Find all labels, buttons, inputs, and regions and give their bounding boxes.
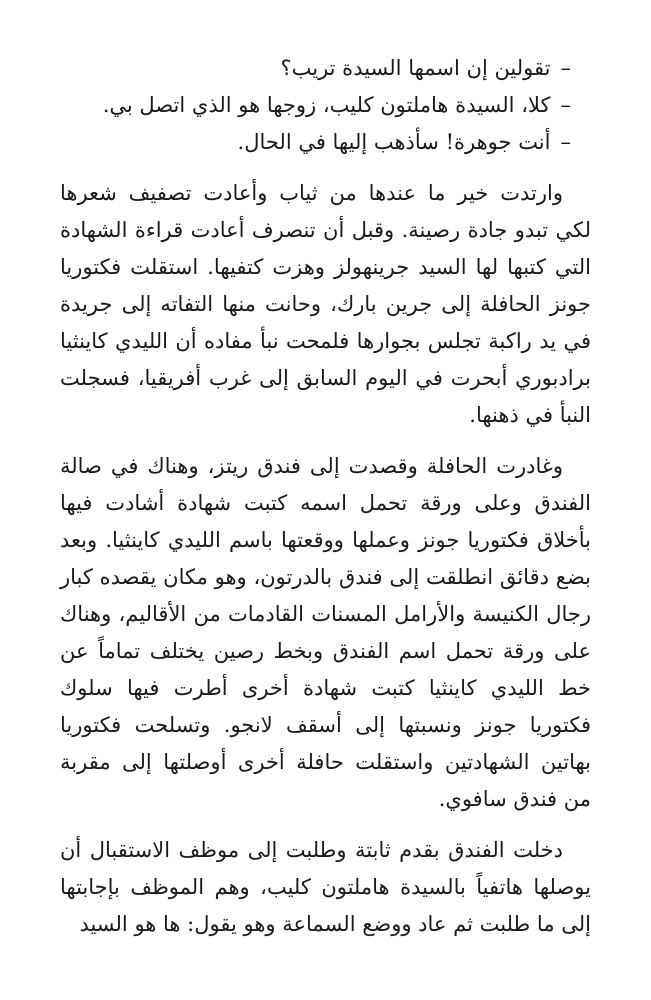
- dialogue-text: كلا، السيدة هاملتون كليب، زوجها هو الذي اتصل بي.: [102, 93, 551, 117]
- dialogue-dash: –: [560, 130, 571, 154]
- paragraph: وارتدت خير ما عندها من ثياب وأعادت تصفيف شعرها لكي تبدو جادة رصينة. وقبل أن تنصرف أعادت قراءة الشهادة التي كتبها لها السيد جرينهولز وهزت كتفيها. استقلت فكتوريا جونز الحافلة إلى جرين بارك، وحانت منها التفاته إلى جريدة في يد راكبة تجلس بجوارها فلمحت نبأ مفاده أن الليدي كاينثيا برادبوري أبحرت في اليوم السابق إلى غرب أفريقيا، فسجلت النبأ في ذهنها.: [60, 181, 591, 427]
- dialogue-line: [60, 87, 591, 124]
- dialogue-block: [60, 50, 591, 161]
- dialogue-dash: –: [560, 93, 571, 117]
- dialogue-text: تقولين إن اسمها السيدة تريب؟: [280, 56, 551, 80]
- paragraph: وغادرت الحافلة وقصدت إلى فندق ريتز، وهناك في صالة الفندق وعلى ورقة تحمل اسمه كتبت شهادة أشادت فيها بأخلاق فكتوريا جونز وعملها ووقعتها باسم الليدي كاينثيا. وبعد بضع دقائق انطلقت إلى فندق بالدرتون، وهو مكان يقصده كبار رجال الكنيسة والأرامل المسنات القادمات من الأقاليم، وهناك على ورقة تحمل اسم الفندق وبخط رصين يختلف تماماً عن خط الليدي كاينثيا كتبت شهادة أخرى أطرت فيها سلوك فكتوريا جونز ونسبتها إلى أسقف لانجو. وتسلحت فكتوريا بهاتين الشهادتين واستقلت حافلة أخرى أوصلتها إلى مقربة من فندق سافوي.: [60, 454, 591, 811]
- book-page: [60, 50, 591, 957]
- dialogue-dash: –: [560, 56, 571, 80]
- paragraph: دخلت الفندق بقدم ثابتة وطلبت إلى موظف الاستقبال أن يوصلها هاتفياً بالسيدة هاملتون كليب، وهم الموظف بإجابتها إلى ما طلبت ثم عاد ووضع السماعة وهو يقول: ها هو السيد: [60, 838, 591, 936]
- dialogue-line: [60, 50, 591, 87]
- dialogue-text: أنت جوهرة! سأذهب إليها في الحال.: [237, 130, 551, 154]
- dialogue-line: [60, 124, 591, 161]
